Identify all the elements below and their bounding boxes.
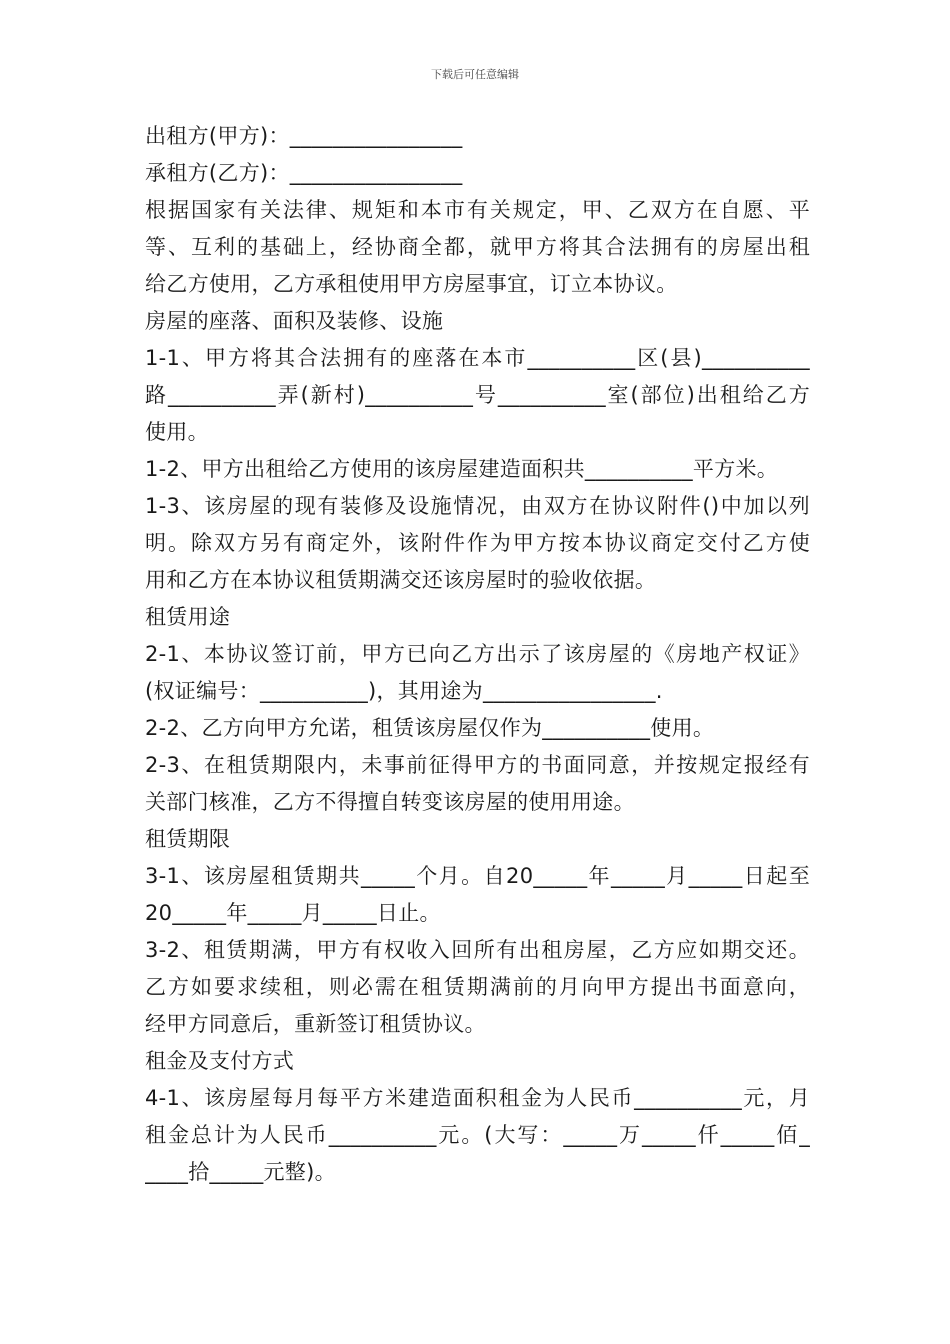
clause-2-3-line-1: 2-3、在租赁期限内，未事前征得甲方的书面同意，并按规定报经有 [145,753,810,777]
clause-1-3-line-1: 1-3、该房屋的现有装修及设施情况，由双方在协议附件()中加以列 [145,494,810,518]
clause-2-1-line-2: (权证编号：__________)，其用途为________________. [145,679,663,703]
clause-1-3-line-3: 用和乙方在本协议租赁期满交还该房屋时的验收依据。 [145,568,657,592]
clause-3-1-line-1: 3-1、该房屋租赁期共_____个月。自20_____年_____月_____日起至 [145,864,810,888]
section-heading-term: 租赁期限 [145,827,231,851]
clause-1-3-line-2: 明。除双方另有商定外，该附件作为甲方按本协议商定交付乙方使 [145,531,810,555]
section-heading-property: 房屋的座落、面积及装修、设施 [145,309,444,333]
clause-4-1-line-3: ____拾_____元整)。 [145,1160,336,1184]
clause-4-1-line-1: 4-1、该房屋每月每平方米建造面积租金为人民币__________元，月 [145,1086,810,1110]
clause-3-2-line-3: 经甲方同意后，重新签订租赁协议。 [145,1012,486,1036]
clause-1-1-line-3: 使用。 [145,420,209,444]
clause-1-1-line-2: 路__________弄(新村)__________号__________室(部位)出租给乙方 [145,383,810,407]
preamble-line-1: 根据国家有关法律、规矩和本市有关规定，甲、乙双方在自愿、平 [145,198,810,222]
section-heading-rent: 租金及支付方式 [145,1049,295,1073]
lessee-line: 承租方(乙方)：________________ [145,161,463,185]
clause-2-3-line-2: 关部门核准，乙方不得擅自转变该房屋的使用用途。 [145,790,635,814]
section-heading-purpose: 租赁用途 [145,605,231,629]
clause-3-2-line-1: 3-2、租赁期满，甲方有权收入回所有出租房屋，乙方应如期交还。 [145,938,810,962]
preamble-line-2: 等、互利的基础上，经协商全都，就甲方将其合法拥有的房屋出租 [145,235,810,259]
clause-4-1-line-2: 租金总计为人民币__________元。(大写：_____万_____仟_____佰_ [145,1123,810,1147]
page-header: 下载后可任意编辑 [431,68,519,81]
document-body [145,118,810,1191]
clause-2-1-line-1: 2-1、本协议签订前，甲方已向乙方出示了该房屋的《房地产权证》 [145,642,810,666]
clause-3-1-line-2: 20_____年_____月_____日止。 [145,901,441,925]
lessor-line: 出租方(甲方)：________________ [145,124,463,148]
clause-2-2: 2-2、乙方向甲方允诺，租赁该房屋仅作为__________使用。 [145,716,715,740]
preamble-line-3: 给乙方使用，乙方承租使用甲方房屋事宜，订立本协议。 [145,272,678,296]
clause-1-2: 1-2、甲方出租给乙方使用的该房屋建造面积共__________平方米。 [145,457,779,481]
clause-3-2-line-2: 乙方如要求续租，则必需在租赁期满前的月向甲方提出书面意向， [145,975,810,999]
clause-1-1-line-1: 1-1、甲方将其合法拥有的座落在本市__________区(县)__________ [145,346,810,370]
